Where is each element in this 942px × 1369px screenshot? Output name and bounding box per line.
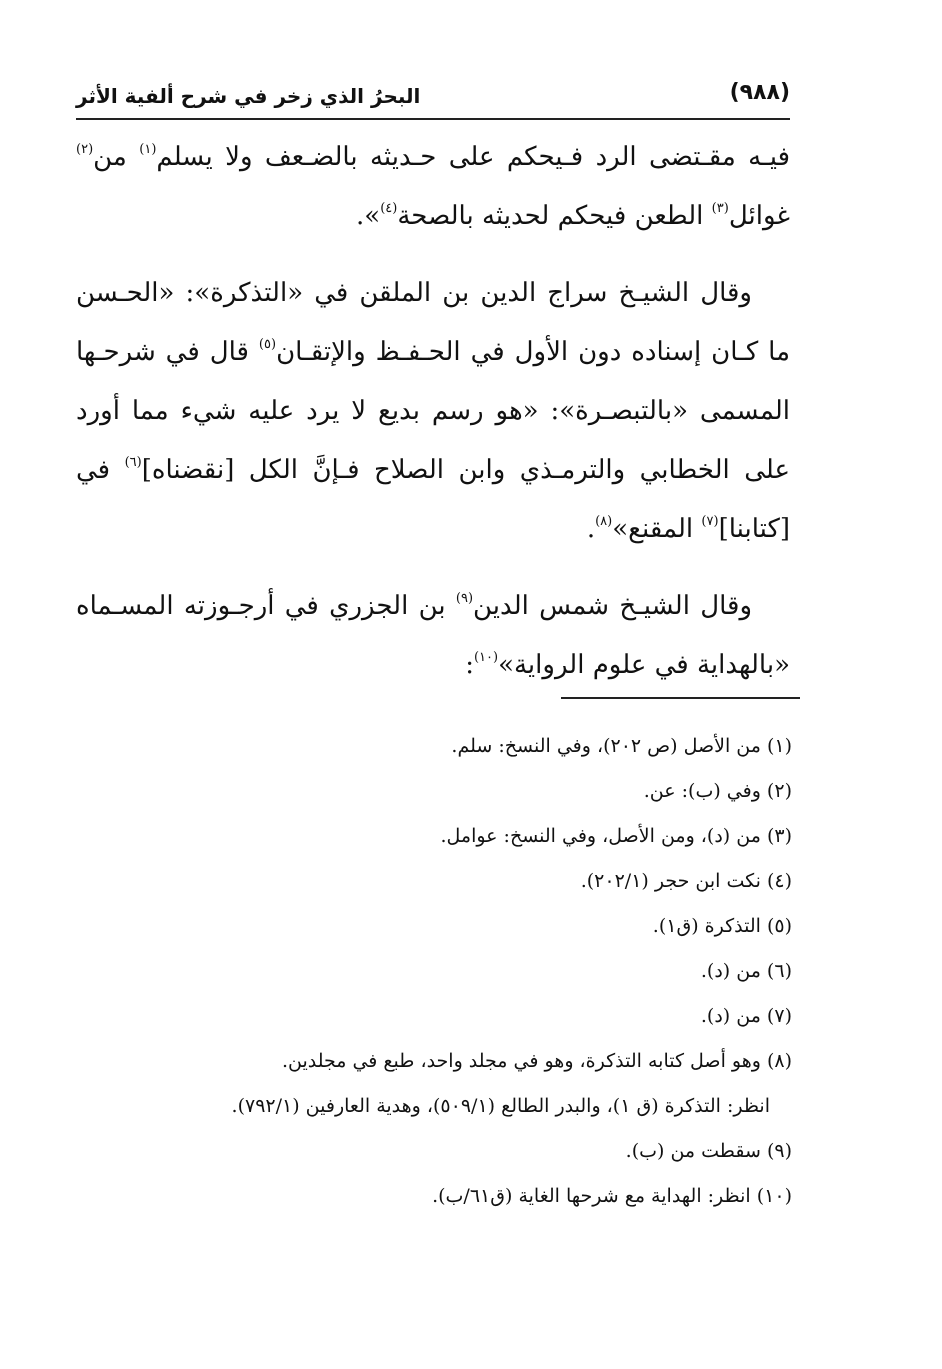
paragraph-1 (76, 128, 790, 246)
p2-text-3: في [كتابنا] (76, 455, 790, 544)
p1-text-3: غوائل (728, 201, 790, 231)
footnote-ref-9: (٩) (455, 591, 474, 606)
p1-text-1: فيـه مقـتضى الرد فـيحكم على حـديثه بالضـعف ولا يسلم (156, 142, 790, 172)
footnote-ref-6: (٦) (124, 455, 142, 470)
p3-text-2: بن الجزري في أرجـوزته المسـماه «بالهداية في علوم الرواية» (76, 591, 790, 680)
p2-text-5: . (586, 514, 596, 544)
footnote-ref-8: (٨) (595, 514, 613, 529)
paragraph-2 (76, 264, 790, 559)
p3-text-1: وقال الشيـخ شمس الدين (473, 591, 753, 621)
footnote-1: (١) من الأصل (ص ٢٠٢)، وفي النسخ: سلم. (451, 735, 792, 757)
p2-text-4: المقنع» (612, 514, 702, 544)
footnote-ref-5: (٥) (258, 337, 277, 352)
running-title: البحرُ الذي زخر في شرح ألفية الأثر (76, 84, 421, 108)
footnote-4: (٤) نكت ابن حجر (٢٠٢/١). (580, 870, 792, 892)
main-text (76, 128, 790, 713)
p2-text-2: قال في شرحـها المسمى «بالتبصـرة»: «هو رسم بديع لا يرد عليه شيء مما أورد على الخطابي والترمـذي وابن الصلاح فـإنَّ الكل [نقضناه] (76, 337, 790, 485)
page-number: (٩٨٨) (729, 80, 790, 105)
p1-text-5: ». (356, 201, 381, 231)
footnote-ref-10: (١٠) (473, 650, 499, 665)
footnote-9: (٩) سقطت من (ب). (625, 1140, 792, 1162)
footnote-3: (٣) من (د)، ومن الأصل، وفي النسخ: عوامل. (440, 825, 792, 847)
footnote-8: (٨) وهو أصل كتابه التذكرة، وهو في مجلد واحد، طبع في مجلدين. (281, 1050, 792, 1072)
p2-text-1: وقال الشيـخ سراج الدين بن الملقن في «التذكرة»: «الحـسن ما كـان إسناده دون الأول في الحـفـظ والإتقـان (76, 278, 790, 367)
p1-text-2: من (93, 142, 140, 172)
footnote-ref-3: (٣) (711, 201, 729, 216)
footnote-6: (٦) من (د). (700, 960, 792, 982)
page-header (76, 70, 790, 120)
p3-text-3: : (465, 650, 474, 680)
footnote-ref-4: (٤) (380, 201, 398, 216)
footnote-ref-1: (١) (139, 142, 157, 157)
footnote-ref-2: (٢) (76, 142, 94, 157)
p1-text-4: الطعن فيحكم لحديثه بالصحة (397, 201, 712, 231)
footnote-ref-7: (٧) (701, 514, 719, 529)
footnote-7: (٧) من (د). (700, 1005, 792, 1027)
footnote-2: (٢) وفي (ب): عن. (643, 780, 792, 802)
footnote-separator (561, 697, 800, 699)
footnotes (70, 724, 792, 1219)
footnote-5: (٥) التذكرة (ق١). (652, 915, 792, 937)
footnote-8-continuation: انظر: التذكرة (ق ١)، والبدر الطالع (٥٠٩/١)، وهدية العارفين (٧٩٢/١). (231, 1095, 770, 1117)
paragraph-3 (76, 577, 790, 695)
footnote-10: (١٠) انظر: الهداية مع شرحها الغاية (ق٦١/ب). (432, 1185, 792, 1207)
